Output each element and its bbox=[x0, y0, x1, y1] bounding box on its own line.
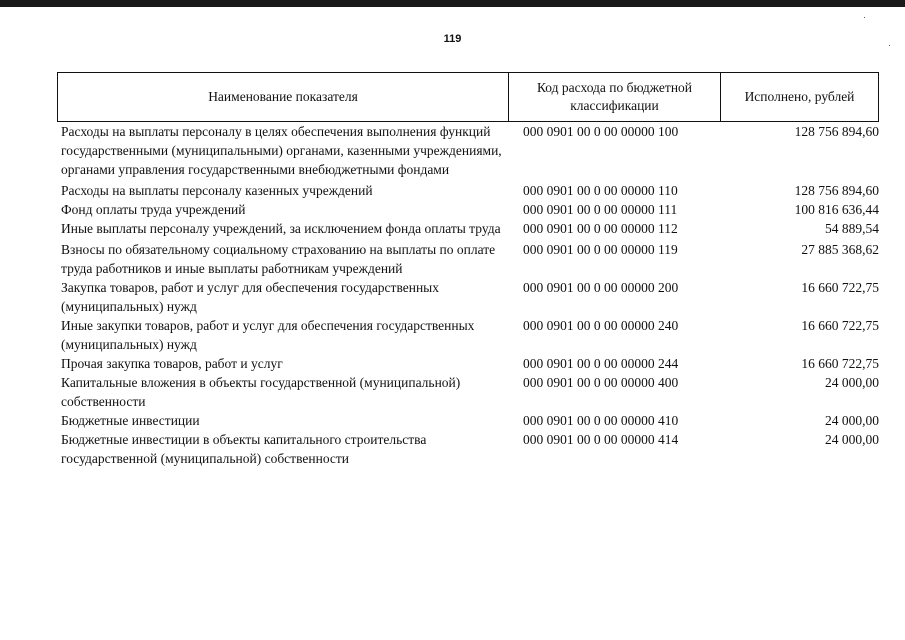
table-row bbox=[57, 122, 879, 179]
table-row bbox=[57, 200, 879, 219]
row-amount: 24 000,00 bbox=[825, 432, 879, 447]
row-name: Капитальные вложения в объекты государственной (муниципальной) собственности bbox=[61, 375, 461, 409]
row-amount: 128 756 894,60 bbox=[794, 124, 879, 139]
page-number: 119 bbox=[443, 33, 462, 45]
header-amount: Исполнено, рублей bbox=[744, 89, 855, 104]
row-code: 000 0901 00 0 00 00000 244 bbox=[523, 356, 679, 371]
row-code: 000 0901 00 0 00 00000 240 bbox=[523, 318, 679, 333]
row-name: Расходы на выплаты персоналу казенных учреждений bbox=[61, 183, 373, 198]
row-amount: 27 885 368,62 bbox=[801, 242, 879, 257]
row-amount: 24 000,00 bbox=[825, 375, 879, 390]
row-code: 000 0901 00 0 00 00000 414 bbox=[523, 432, 679, 447]
row-code: 000 0901 00 0 00 00000 400 bbox=[523, 375, 679, 390]
row-name: Закупка товаров, работ и услуг для обеспечения государственных (муниципальных) нужд bbox=[61, 280, 440, 314]
table-row bbox=[57, 354, 879, 373]
row-amount: 16 660 722,75 bbox=[801, 356, 879, 371]
row-amount: 16 660 722,75 bbox=[801, 318, 879, 333]
row-amount: 16 660 722,75 bbox=[801, 280, 879, 295]
row-code: 000 0901 00 0 00 00000 111 bbox=[523, 202, 678, 217]
table-body bbox=[57, 122, 879, 468]
scan-top-edge bbox=[0, 0, 905, 7]
row-name: Взносы по обязательному социальному страхованию на выплаты по оплате труда работников и иные выплаты работникам учреждений bbox=[61, 242, 496, 276]
header-name: Наименование показателя bbox=[58, 73, 509, 121]
table-row bbox=[57, 430, 879, 468]
table-row bbox=[57, 219, 879, 238]
row-code: 000 0901 00 0 00 00000 200 bbox=[523, 280, 679, 295]
row-amount: 128 756 894,60 bbox=[794, 183, 879, 198]
row-amount: 100 816 636,44 bbox=[794, 202, 879, 217]
table-row bbox=[57, 316, 879, 354]
row-amount: 24 000,00 bbox=[825, 413, 879, 428]
row-name: Фонд оплаты труда учреждений bbox=[61, 202, 246, 217]
row-code: 000 0901 00 0 00 00000 119 bbox=[523, 242, 678, 257]
table-row bbox=[57, 181, 879, 200]
scan-speck: · bbox=[888, 40, 891, 50]
header-code: Код расхода по бюджетной классификации bbox=[509, 73, 721, 121]
table-header bbox=[57, 72, 879, 122]
row-code: 000 0901 00 0 00 00000 110 bbox=[523, 183, 678, 198]
row-name: Иные закупки товаров, работ и услуг для обеспечения государственных (муниципальных) нужд bbox=[61, 318, 475, 352]
table-row bbox=[57, 278, 879, 316]
row-code: 000 0901 00 0 00 00000 100 bbox=[523, 124, 679, 139]
scan-speck: · bbox=[863, 12, 866, 22]
row-name: Иные выплаты персоналу учреждений, за исключением фонда оплаты труда bbox=[61, 221, 501, 236]
row-amount: 54 889,54 bbox=[825, 221, 879, 236]
row-code: 000 0901 00 0 00 00000 410 bbox=[523, 413, 679, 428]
table-row bbox=[57, 411, 879, 430]
row-name: Бюджетные инвестиции bbox=[61, 413, 200, 428]
row-name: Прочая закупка товаров, работ и услуг bbox=[61, 356, 283, 371]
row-name: Расходы на выплаты персоналу в целях обеспечения выполнения функций государственными (муниципальными) органами, казенными учреждениями, органами управления государственными внебюджетными фондами bbox=[61, 124, 502, 177]
table-row bbox=[57, 240, 879, 278]
row-code: 000 0901 00 0 00 00000 112 bbox=[523, 221, 678, 236]
row-name: Бюджетные инвестиции в объекты капитального строительства государственной (муниципальной) собственности bbox=[61, 432, 427, 466]
table-row bbox=[57, 373, 879, 411]
